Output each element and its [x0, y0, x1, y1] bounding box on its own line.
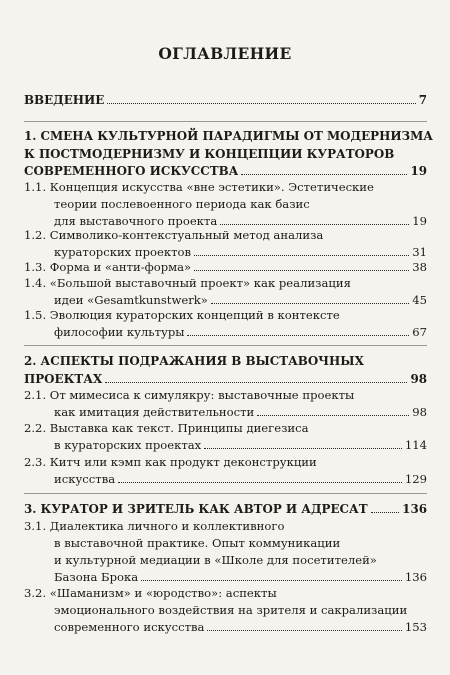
page-number: 98	[412, 405, 427, 419]
entry-label: 2.3. Китч или кэмп как продукт деконструкции	[24, 455, 317, 469]
toc-entry-3-1[interactable]	[24, 518, 427, 586]
dot-leader	[118, 482, 402, 483]
entry-label: философии культуры	[54, 325, 185, 339]
dot-leader	[141, 580, 402, 581]
entry-label: 3. КУРАТОР И ЗРИТЕЛЬ КАК АВТОР И АДРЕСАТ	[24, 502, 368, 516]
entry-label: 1. СМЕНА КУЛЬТУРНОЙ ПАРАДИГМЫ ОТ МОДЕРНИЗМА	[24, 129, 433, 143]
dot-leader	[187, 335, 409, 336]
entry-label: теории послевоенного периода как базис	[54, 197, 310, 211]
entry-label: 3.1. Диалектика личного и коллективного	[24, 519, 285, 533]
toc-entry-2-2[interactable]	[24, 420, 427, 454]
page-number: 67	[412, 325, 427, 339]
toc-entry-1-3[interactable]	[24, 259, 427, 276]
entry-label: 2.1. От мимесиса к симулякру: выставочные проекты	[24, 388, 355, 402]
entry-label: 1.4. «Большой выставочный проект» как реализация	[24, 276, 351, 290]
page-number: 136	[402, 502, 427, 516]
toc-entry-1-1[interactable]	[24, 179, 427, 230]
page-number: 7	[418, 93, 427, 107]
toc-entry-3-2[interactable]	[24, 585, 427, 636]
toc-entry-1-2[interactable]	[24, 227, 427, 261]
entry-label: кураторских проектов	[54, 245, 192, 259]
page-number: 19	[410, 164, 427, 178]
page-number: 136	[404, 570, 427, 584]
entry-label: ПРОЕКТАХ	[24, 371, 103, 386]
section-divider	[24, 121, 427, 122]
entry-label: и культурной медиации в «Школе для посетителей»	[54, 553, 377, 567]
dot-leader	[207, 630, 401, 631]
toc-entry-1-5[interactable]	[24, 307, 427, 341]
entry-label: 1.1. Концепция искусства «вне эстетики». Эстетические	[24, 180, 374, 194]
toc-entry-2-3[interactable]	[24, 454, 427, 488]
entry-label: в кураторских проектах	[54, 438, 202, 452]
toc-entry-chapter-3[interactable]	[24, 501, 427, 519]
dot-leader	[371, 512, 400, 513]
dot-leader	[220, 224, 409, 225]
toc-title: ОГЛАВЛЕНИЕ	[158, 44, 292, 63]
entry-label: 2. АСПЕКТЫ ПОДРАЖАНИЯ В ВЫСТАВОЧНЫХ	[24, 354, 364, 368]
entry-label: современного искусства	[54, 620, 205, 634]
dot-leader	[194, 255, 409, 256]
toc-entry-intro[interactable]	[24, 92, 427, 110]
entry-label: К ПОСТМОДЕРНИЗМУ И КОНЦЕПЦИИ КУРАТОРОВ	[24, 146, 395, 161]
section-divider	[24, 493, 427, 494]
entry-label: искусства	[54, 472, 116, 486]
entry-label: 1.2. Символико-контекстуальный метод анализа	[24, 228, 324, 242]
toc-entry-1-4[interactable]	[24, 275, 427, 309]
entry-label: для выставочного проекта	[54, 214, 218, 228]
dot-leader	[194, 270, 409, 271]
dot-leader	[105, 382, 407, 383]
dot-leader	[107, 103, 415, 104]
entry-label: Базона Брока	[54, 570, 139, 584]
dot-leader	[211, 303, 409, 304]
page-number: 129	[404, 472, 427, 486]
entry-label: 2.2. Выставка как текст. Принципы диегезиса	[24, 421, 309, 435]
toc-entry-2-1[interactable]	[24, 387, 427, 421]
entry-label: эмоционального воздействия на зрителя и сакрализации	[54, 603, 408, 617]
entry-label: как имитация действительности	[54, 405, 255, 419]
dot-leader	[204, 448, 402, 449]
toc-entry-chapter-2[interactable]	[24, 353, 427, 388]
entry-label: СОВРЕМЕННОГО ИСКУССТВА	[24, 164, 239, 178]
page-number: 45	[412, 293, 427, 307]
entry-label: 1.5. Эволюция кураторских концепций в контексте	[24, 308, 340, 322]
dot-leader	[257, 415, 409, 416]
page-number: 19	[412, 214, 427, 228]
entry-label: идеи «Gesamtkunstwerk»	[54, 293, 208, 307]
entry-label: ВВЕДЕНИЕ	[24, 93, 105, 107]
entry-label: в выставочной практике. Опыт коммуникации	[54, 536, 341, 550]
entry-label: 3.2. «Шаманизм» и «юродство»: аспекты	[24, 586, 277, 600]
page-number: 114	[404, 438, 427, 452]
dot-leader	[241, 174, 407, 175]
toc-entry-chapter-1[interactable]	[24, 128, 433, 181]
page-number: 153	[404, 620, 427, 634]
page-number: 31	[412, 245, 427, 259]
section-divider	[24, 345, 427, 346]
page-number: 98	[410, 371, 427, 386]
page-number: 38	[412, 260, 427, 274]
entry-label: 1.3. Форма и «анти-форма»	[24, 260, 192, 274]
